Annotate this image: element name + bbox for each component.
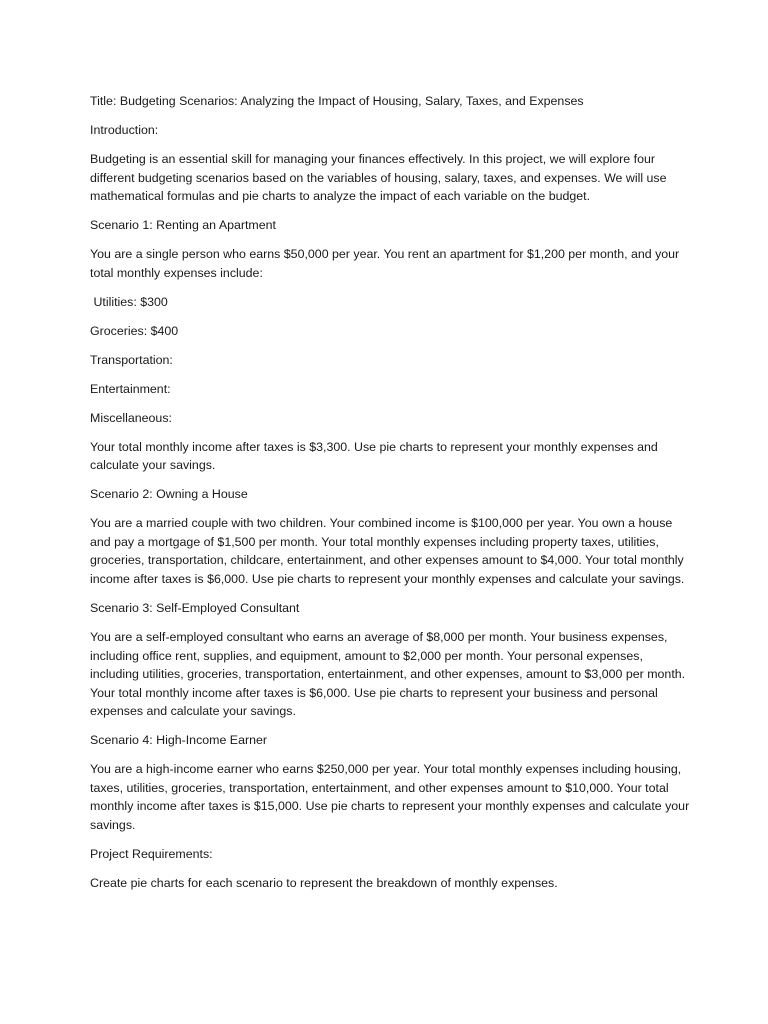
requirements-heading: Project Requirements: — [90, 847, 213, 862]
scenario-2-paragraph: You are a married couple with two children. Your combined income is $100,000 per year. You own a house and pay a mortgage of $1,500 per month. Your total monthly expenses including property taxes, utilities, groceries, transportation, childcare, entertainment, and other expenses amount to $4,000. Your total monthly income after taxes is $6,000. Use pie charts to represent your monthly expenses and calculate your savings. — [90, 516, 685, 586]
expense-item-transportation: Transportation: — [90, 352, 173, 367]
expense-item-groceries: Groceries: $400 — [90, 323, 179, 338]
document-body — [90, 92, 690, 903]
expense-item-miscellaneous: Miscellaneous: — [90, 410, 172, 425]
scenario-3-heading: Scenario 3: Self-Employed Consultant — [90, 600, 300, 615]
scenario-2-heading: Scenario 2: Owning a House — [90, 487, 248, 502]
scenario-3-paragraph: You are a self-employed consultant who earns an average of $8,000 per month. Your business expenses, including office rent, supplies, and equipment, amount to $2,000 per month. Your personal expenses, including utilities, groceries, transportation, entertainment, and other expenses, amount to $3,000 per month. Your total monthly income after taxes is $6,000. Use pie charts to represent your business and personal expenses and calculate your savings. — [90, 629, 686, 719]
requirements-paragraph: Create pie charts for each scenario to represent the breakdown of monthly expenses. — [90, 876, 558, 891]
expense-item-utilities: Utilities: $300 — [90, 294, 168, 309]
intro-heading: Introduction: — [90, 122, 159, 137]
scenario-1-paragraph: You are a single person who earns $50,000 per year. You rent an apartment for $1,200 per month, and your total monthly expenses include: — [90, 247, 680, 280]
scenario-1-closing: Your total monthly income after taxes is $3,300. Use pie charts to represent your monthly expenses and calculate your savings. — [90, 439, 658, 473]
document-title: Title: Budgeting Scenarios: Analyzing the Impact of Housing, Salary, Taxes, and Expenses — [90, 94, 584, 108]
expense-item-entertainment: Entertainment: — [90, 381, 171, 396]
intro-paragraph: Budgeting is an essential skill for managing your finances effectively. In this project, we will explore four different budgeting scenarios based on the variables of housing, salary, taxes, and expenses. We will use mathematical formulas and pie charts to analyze the impact of each variable on the budget. — [90, 151, 667, 204]
scenario-4-paragraph: You are a high-income earner who earns $250,000 per year. Your total monthly expenses including housing, taxes, utilities, groceries, transportation, entertainment, and other expenses amount to $10,000. Your total monthly income after taxes is $15,000. Use pie charts to represent your monthly expenses and calculate your savings. — [90, 762, 690, 833]
scenario-1-heading: Scenario 1: Renting an Apartment — [90, 218, 276, 233]
scenario-4-heading: Scenario 4: High-Income Earner — [90, 733, 267, 748]
